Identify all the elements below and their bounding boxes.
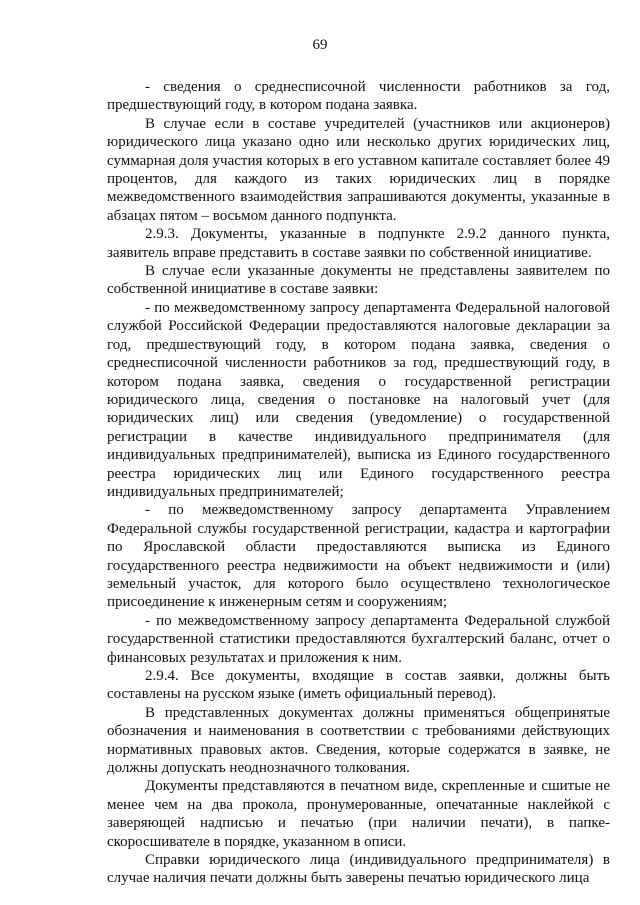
page-number: 69 xyxy=(312,37,328,53)
paragraph: В случае если указанные документы не представлены заявителем по собственной инициативе в составе заявки: xyxy=(107,263,610,298)
paragraph: - по межведомственному запросу департамента Управлением Федеральной службы государственной регистрации, кадастра и картографии по Ярославской области предоставляются выписка из Единого государственного реестра недвижимости на объект недвижимости и (или) земельный участок, для которого было осуществлено технологическое присоединение к инженерным сетям и сооружениям; xyxy=(107,502,610,611)
paragraph: В представленных документах должны применяться общепринятые обозначения и наименования в соответствии с требованиями действующих нормативных правовых актов. Сведения, которые содержатся в заявке, не должны допускать неоднозначного толкования. xyxy=(107,704,610,777)
paragraph: Документы представляются в печатном виде, скрепленные и сшитые не менее чем на два прокола, пронумерованные, опечатанные наклейкой с заверяющей надписью и печатью (при наличии печати), в папке-скоросшивателе в порядке, указанном в описи. xyxy=(107,778,610,850)
paragraph: Справки юридического лица (индивидуального предпринимателя) в случае наличия печати должны быть заверены печатью юридического лица xyxy=(107,852,610,887)
paragraph: В случае если в составе учредителей (участников или акционеров) юридического лица указано одно или несколько других юридических лиц, суммарная доля участия которых в его уставном капитале составляет более 49 процентов, для каждого из таких юридических лиц в порядке межведомственного взаимодействия запрашиваются документы, указанные в абзацах пятом – восьмом данного подпункта. xyxy=(107,115,610,224)
body-text xyxy=(107,78,610,888)
paragraph: - по межведомственному запросу департамента Федеральной налоговой службой Российской Федерации предоставляются налоговые декларации за год, предшествующий году, в котором подана заявка, сведения о среднесписочной численности работников за год, предшествующий году, в котором подана заявка, сведения о государственной регистрации юридического лица, сведения о постановке на налоговый учет (для юридических лиц) или сведения (уведомление) о государственной регистрации в качестве индивидуального предпринимателя (для индивидуальных предпринимателей), выписка из Единого государственного реестра юридических лиц или Единого государственного реестра индивидуальных предпринимателей; xyxy=(107,299,610,500)
paragraph: 2.9.4. Все документы, входящие в состав заявки, должны быть составлены на русском языке (иметь официальный перевод). xyxy=(107,668,610,703)
paragraph: - сведения о среднесписочной численности работников за год, предшествующий году, в котором подана заявка. xyxy=(107,79,610,114)
paragraph: 2.9.3. Документы, указанные в подпункте 2.9.2 данного пункта, заявитель вправе представить в составе заявки по собственной инициативе. xyxy=(107,226,610,261)
paragraph: - по межведомственному запросу департамента Федеральной службой государственной статистики предоставляются бухгалтерский баланс, отчет о финансовых результатах и приложения к ним. xyxy=(107,612,610,666)
